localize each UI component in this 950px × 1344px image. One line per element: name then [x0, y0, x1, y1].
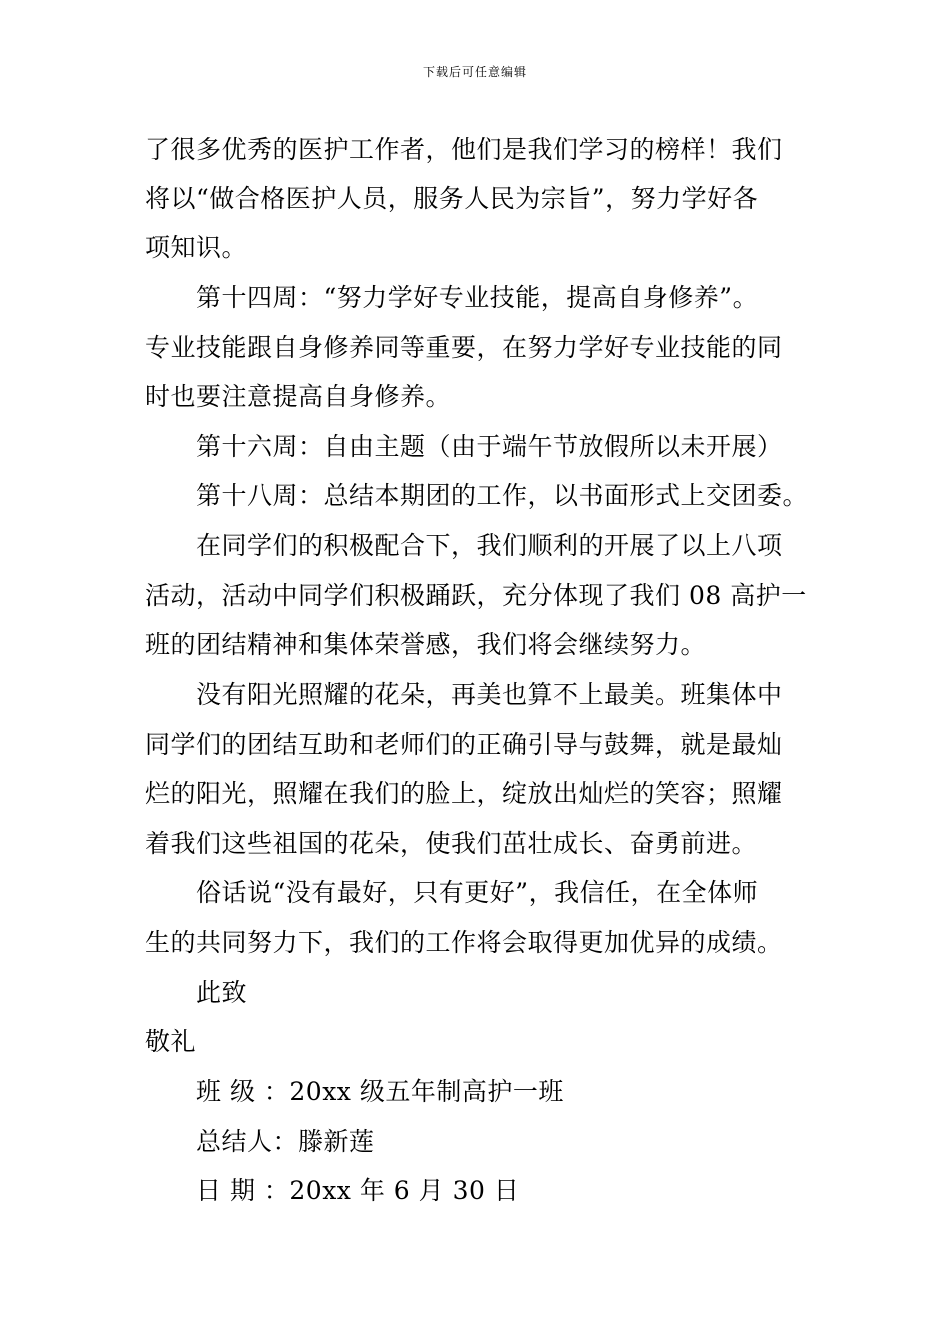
closing-regards: 敬礼 — [145, 1027, 197, 1056]
paragraph-line: 没有阳光照耀的花朵，再美也算不上最美。班集体中 — [196, 680, 783, 709]
paragraph-line: 俗话说“没有最好，只有更好”，我信任，在全体师 — [196, 878, 759, 907]
paragraph-line: 项知识。 — [145, 233, 248, 262]
paragraph-line: 第十八周：总结本期团的工作，以书面形式上交团委。 — [196, 481, 809, 510]
paragraph-line: 活动，活动中同学们积极踊跃，充分体现了我们 08 高护一 — [145, 581, 807, 610]
paragraph-line: 时也要注意提高自身修养。 — [145, 382, 452, 411]
signature-date: 日 期 ：20xx 年 6 月 30 日 — [196, 1176, 520, 1205]
paragraph-line: 第十六周：自由主题（由于端午节放假所以未开展） — [196, 432, 783, 461]
paragraph-line: 了很多优秀的医护工作者，他们是我们学习的榜样！我们 — [145, 135, 783, 164]
page-header-note: 下载后可任意编辑 — [422, 65, 527, 79]
paragraph-line: 生的共同努力下，我们的工作将会取得更加优异的成绩。 — [145, 928, 783, 957]
paragraph-line: 将以“做合格医护人员，服务人民为宗旨”，努力学好各 — [145, 184, 759, 213]
paragraph-line: 班的团结精神和集体荣誉感，我们将会继续努力。 — [145, 630, 707, 659]
closing-salutation: 此致 — [196, 978, 248, 1007]
paragraph-line: 同学们的团结互助和老师们的正确引导与鼓舞，就是最灿 — [145, 730, 783, 759]
paragraph-line: 第十四周：“努力学好专业技能，提高自身修养”。 — [196, 283, 759, 312]
paragraph-line: 着我们这些祖国的花朵，使我们茁壮成长、奋勇前进。 — [145, 829, 758, 858]
paragraph-line: 专业技能跟自身修养同等重要，在努力学好专业技能的同 — [145, 333, 783, 362]
signature-author: 总结人：滕新莲 — [196, 1127, 375, 1156]
signature-class: 班 级 ：20xx 级五年制高护一班 — [196, 1077, 564, 1106]
paragraph-line: 烂的阳光，照耀在我们的脸上，绽放出灿烂的笑容；照耀 — [145, 779, 783, 808]
paragraph-line: 在同学们的积极配合下，我们顺利的开展了以上八项 — [196, 531, 783, 560]
